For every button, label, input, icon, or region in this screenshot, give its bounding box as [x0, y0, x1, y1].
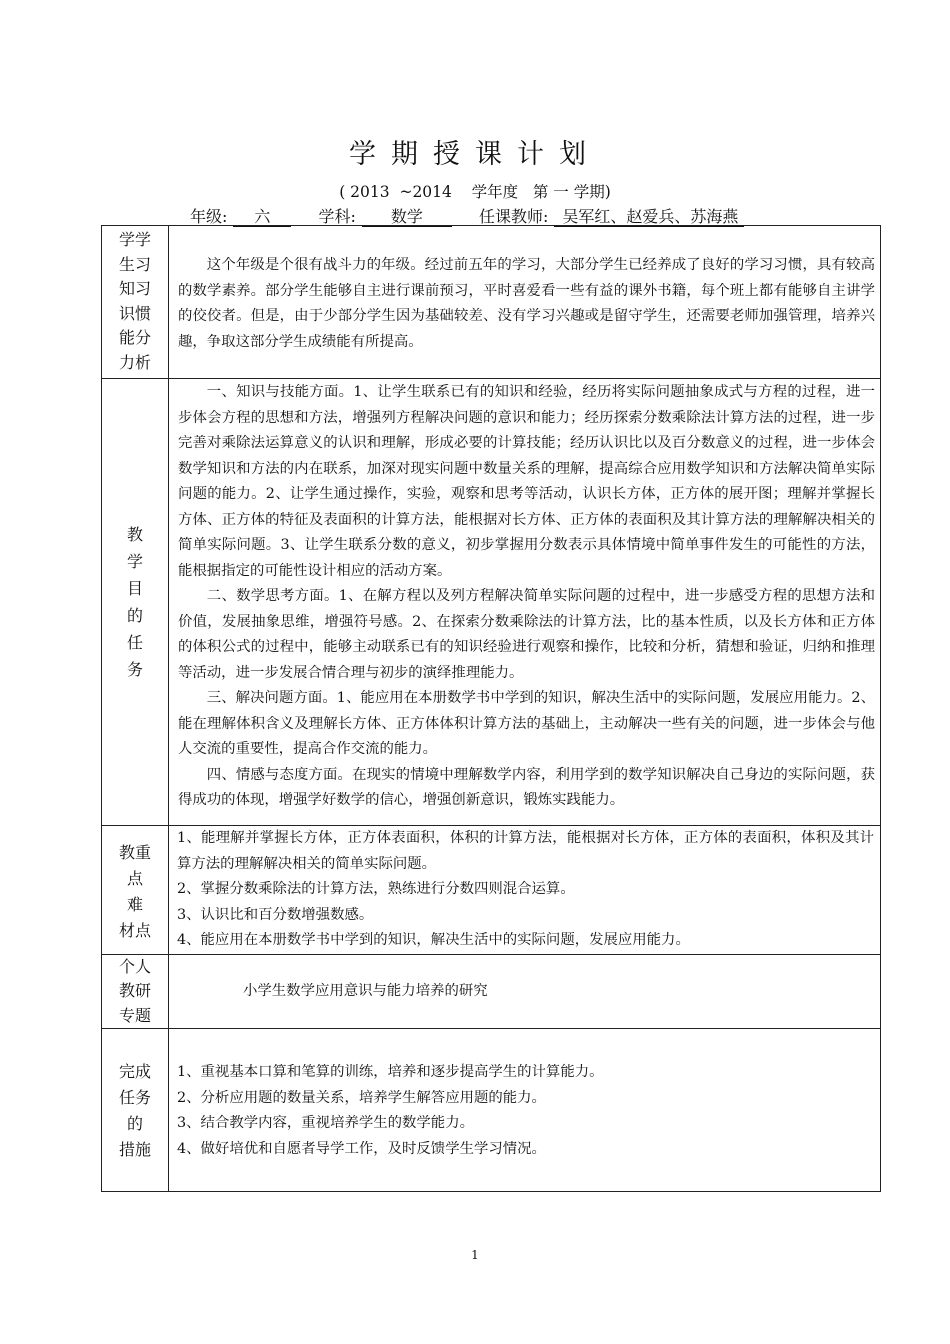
course-info-line: [190, 204, 766, 227]
goals-paragraph: 一、知识与技能方面。1、让学生联系已有的知识和经验，经历将实际问题抽象成式与方程的过程，进一步体会方程的思想和方法，增强列方程解决问题的意识和能力；经历探索分数乘除法计算方法的过程，进一步完善对乘除法运算意义的认识和理解，形成必要的计算技能；经历认识比以及百分数意义的过程，进一步体会数学知识和方法的内在联系，加深对现实问题中数量关系的理解，提高综合应用数学知识和方法解决简单实际问题的能力。2、让学生通过操作，实验，观察和思考等活动，认识长方体，正方体的展开图；理解并掌握长方体、正方体的特征及表面积的计算方法，能根据对长方体、正方体的表面积及其计算方法的理解解决相关的简单实际问题。3、让学生联系分数的意义，初步掌握用分数表示具体情境中简单事件发生的可能性的方法，能根据指定的可能性设计相应的活动方案。: [178, 384, 875, 579]
label-line: 个人: [118, 956, 151, 976]
label-line: 力析: [118, 352, 151, 372]
goals-paragraph: 四、情感与态度方面。在现实的情境中理解数学内容，利用学到的数学知识解决自己身边的实际问题，获得成功的体现，增强学好数学的信心，增强创新意识，锻炼实践能力。: [178, 766, 875, 808]
row-measures: [102, 1029, 881, 1192]
key-point-item: 2、掌握分数乘除法的计算方法，熟练进行分数四则混合运算。: [177, 881, 575, 897]
label-line: 教: [126, 525, 143, 544]
label-line: 生习: [118, 254, 151, 274]
measure-item: 3、结合教学内容，重视培养学生的数学能力。: [177, 1115, 474, 1131]
label-line: 能分: [118, 328, 151, 347]
content-student-analysis: [169, 226, 881, 379]
content-key-points: [169, 826, 881, 955]
goals-paragraph: 二、数学思考方面。1、在解方程以及列方程解决简单实际问题的过程中，进一步感受方程的思想方法和价值，发展抽象思维，增强符号感。2、在探索分数乘除法的计算方法，比的基本性质，以及长方体和正方体的体积公式的过程中，能够主动联系已有的知识经验进行观察和操作，比较和分析，猜想和验证，归纳和推理等活动，进一步发展合情合理与初步的演绎推理能力。: [178, 588, 875, 681]
analysis-text: 这个年级是个很有战斗力的年级。经过前五年的学习，大部分学生已经养成了良好的学习习惯，具有较高的数学素养。部分学生能够自主进行课前预习，平时喜爱看一些有益的课外书籍，每个班上都有能够自主讲学的佼佼者。但是，由于少部分学生因为基础较差、没有学习兴趣或是留守学生，还需要老师加强管理，培养兴趣，争取这部分学生成绩能有所提高。: [178, 257, 875, 350]
measure-item: 4、做好培优和自愿者导学工作，及时反馈学生学习情况。: [177, 1140, 546, 1157]
teacher-label: 任课教师:: [479, 207, 549, 226]
key-point-item: 3、认识比和百分数增强数感。: [177, 906, 374, 923]
label-line: 完成: [118, 1062, 151, 1081]
page-number: 1: [471, 1248, 479, 1262]
label-line: 专题: [118, 1005, 151, 1025]
label-line: 点: [126, 869, 143, 888]
row-teaching-goals: [102, 379, 881, 826]
label-line: 难: [126, 895, 143, 914]
label-line: 教研: [118, 981, 151, 1000]
label-teaching-goals: [102, 379, 169, 826]
label-line: 的: [126, 1114, 143, 1133]
label-line: 教重: [118, 843, 151, 862]
research-topic-text: 小学生数学应用意识与能力培养的研究: [243, 982, 488, 999]
grade-value: 六: [233, 208, 291, 227]
label-line: 任: [126, 633, 143, 652]
document-title: 学期授课计划: [349, 139, 601, 170]
subject-value: 数学: [362, 208, 452, 227]
label-line: 学学: [118, 230, 151, 249]
grade-label: 年级:: [190, 207, 228, 226]
label-line: 材点: [118, 921, 151, 940]
teacher-value: 吴军红、赵爱兵、苏海燕: [554, 208, 744, 227]
label-line: 识惯: [118, 303, 151, 323]
key-point-item: 1、能理解并掌握长方体，正方体表面积，体积的计算方法，能根据对长方体，正方体的表面积，体积及其计算方法的理解解决相关的简单实际问题。: [177, 830, 874, 872]
school-year-line: ( 2013 ~2014 学年度 第 一 学期): [339, 183, 611, 201]
plan-table: [101, 225, 881, 1192]
label-line: 学: [126, 552, 143, 571]
row-research-topic: [102, 954, 881, 1029]
row-key-points: [102, 826, 881, 955]
label-line: 任务: [118, 1088, 151, 1107]
measure-item: 1、重视基本口算和笔算的训练，培养和逐步提高学生的计算能力。: [177, 1064, 604, 1080]
measure-item: 2、分析应用题的数量关系，培养学生解答应用题的能力。: [177, 1089, 546, 1106]
content-measures: [169, 1029, 881, 1192]
label-student-analysis: [102, 226, 169, 379]
label-measures: [102, 1029, 169, 1192]
content-research-topic: [169, 954, 881, 1029]
key-point-item: 4、能应用在本册数学书中学到的知识，解决生活中的实际问题，发展应用能力。: [177, 932, 690, 948]
goals-paragraph: 三、解决问题方面。1、能应用在本册数学书中学到的知识，解决生活中的实际问题，发展应用能力。2、能在理解体积含义及理解长方体、正方体体积计算方法的基础上，主动解决一些有关的问题，进一步体会与他人交流的重要性，提高合作交流的能力。: [178, 690, 875, 757]
content-teaching-goals: [169, 379, 881, 826]
row-student-analysis: [102, 226, 881, 379]
label-line: 知习: [118, 279, 151, 298]
label-line: 的: [126, 606, 143, 625]
label-line: 目: [126, 579, 143, 598]
label-research-topic: [102, 954, 169, 1029]
subject-label: 学科:: [318, 207, 356, 226]
label-key-points: [102, 826, 169, 955]
label-line: 务: [126, 660, 143, 679]
label-line: 措施: [118, 1140, 151, 1159]
